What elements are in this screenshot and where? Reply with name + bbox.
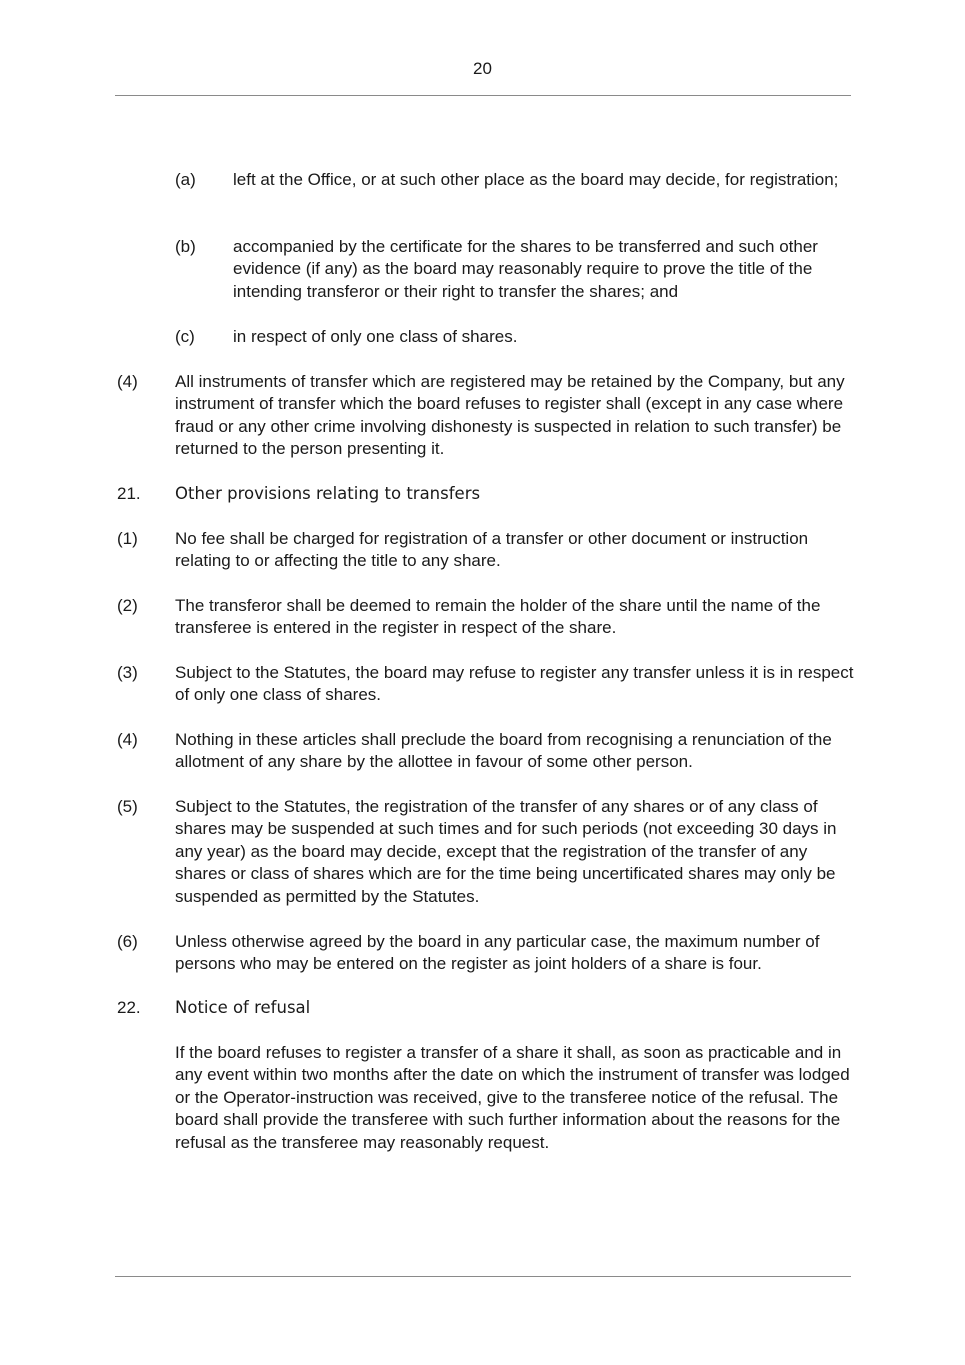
- sub-item-number: (c): [175, 327, 195, 346]
- article-title: Notice of refusal: [175, 998, 311, 1017]
- paragraph-number: (3): [117, 663, 138, 682]
- paragraph-number: (2): [117, 596, 138, 615]
- article-number: 22.: [117, 998, 141, 1017]
- paragraph-text: All instruments of transfer which are registered may be retained by the Company, but any instrument of transfer which the board refuses to register shall (except in any case where fraud or any other crime involving dishonesty is suspected in relation to such transfer) be returned to the person presenting it.: [175, 372, 845, 459]
- page-number: 20: [473, 59, 492, 78]
- paragraph-number: (4): [117, 730, 138, 749]
- header-rule: [115, 95, 851, 96]
- paragraph-text: Subject to the Statutes, the board may refuse to register any transfer unless it is in respect of only one class of shares.: [175, 663, 854, 705]
- sub-item-text: left at the Office, or at such other place as the board may decide, for registration;: [233, 170, 839, 189]
- paragraph-number: (4): [117, 372, 138, 391]
- footer-rule: [115, 1276, 851, 1277]
- article-title: Other provisions relating to transfers: [175, 484, 481, 503]
- paragraph-number: (6): [117, 932, 138, 951]
- sub-item-number: (a): [175, 170, 196, 189]
- sub-item-number: (b): [175, 237, 196, 256]
- article-number: 21.: [117, 484, 141, 503]
- paragraph-text: Nothing in these articles shall preclude the board from recognising a renunciation of the allotment of any share by the allottee in favour of some other person.: [175, 730, 832, 772]
- paragraph-number: (1): [117, 529, 138, 548]
- paragraph-text: If the board refuses to register a transfer of a share it shall, as soon as practicable and in any event within two months after the date on which the instrument of transfer was lodged or the Operator-instruction was received, give to the transferee notice of the refusal. The board shall provide the transferee with such further information about the reasons for the refusal as the transferee may reasonably request.: [175, 1043, 850, 1152]
- paragraph-text: Unless otherwise agreed by the board in any particular case, the maximum number of persons who may be entered on the register as joint holders of a share is four.: [175, 932, 820, 974]
- paragraph-text: No fee shall be charged for registration of a transfer or other document or instruction relating to or affecting the title to any share.: [175, 529, 809, 571]
- paragraph-text: Subject to the Statutes, the registration of the transfer of any shares or of any class of shares may be suspended at such times and for such periods (not exceeding 30 days in any year) as the board may decide, except that the registration of the transfer of any shares or class of shares which are for the time being uncertificated shares may only be suspended as permitted by the Statutes.: [175, 797, 837, 906]
- sub-item-text: accompanied by the certificate for the shares to be transferred and such other evidence (if any) as the board may reasonably require to prove the title of the intending transferor or their right to transfer the shares; and: [233, 237, 818, 301]
- paragraph-text: The transferor shall be deemed to remain the holder of the share until the name of the transferee is entered in the register in respect of the share.: [175, 596, 821, 638]
- sub-item-text: in respect of only one class of shares.: [233, 327, 518, 346]
- paragraph-number: (5): [117, 797, 138, 816]
